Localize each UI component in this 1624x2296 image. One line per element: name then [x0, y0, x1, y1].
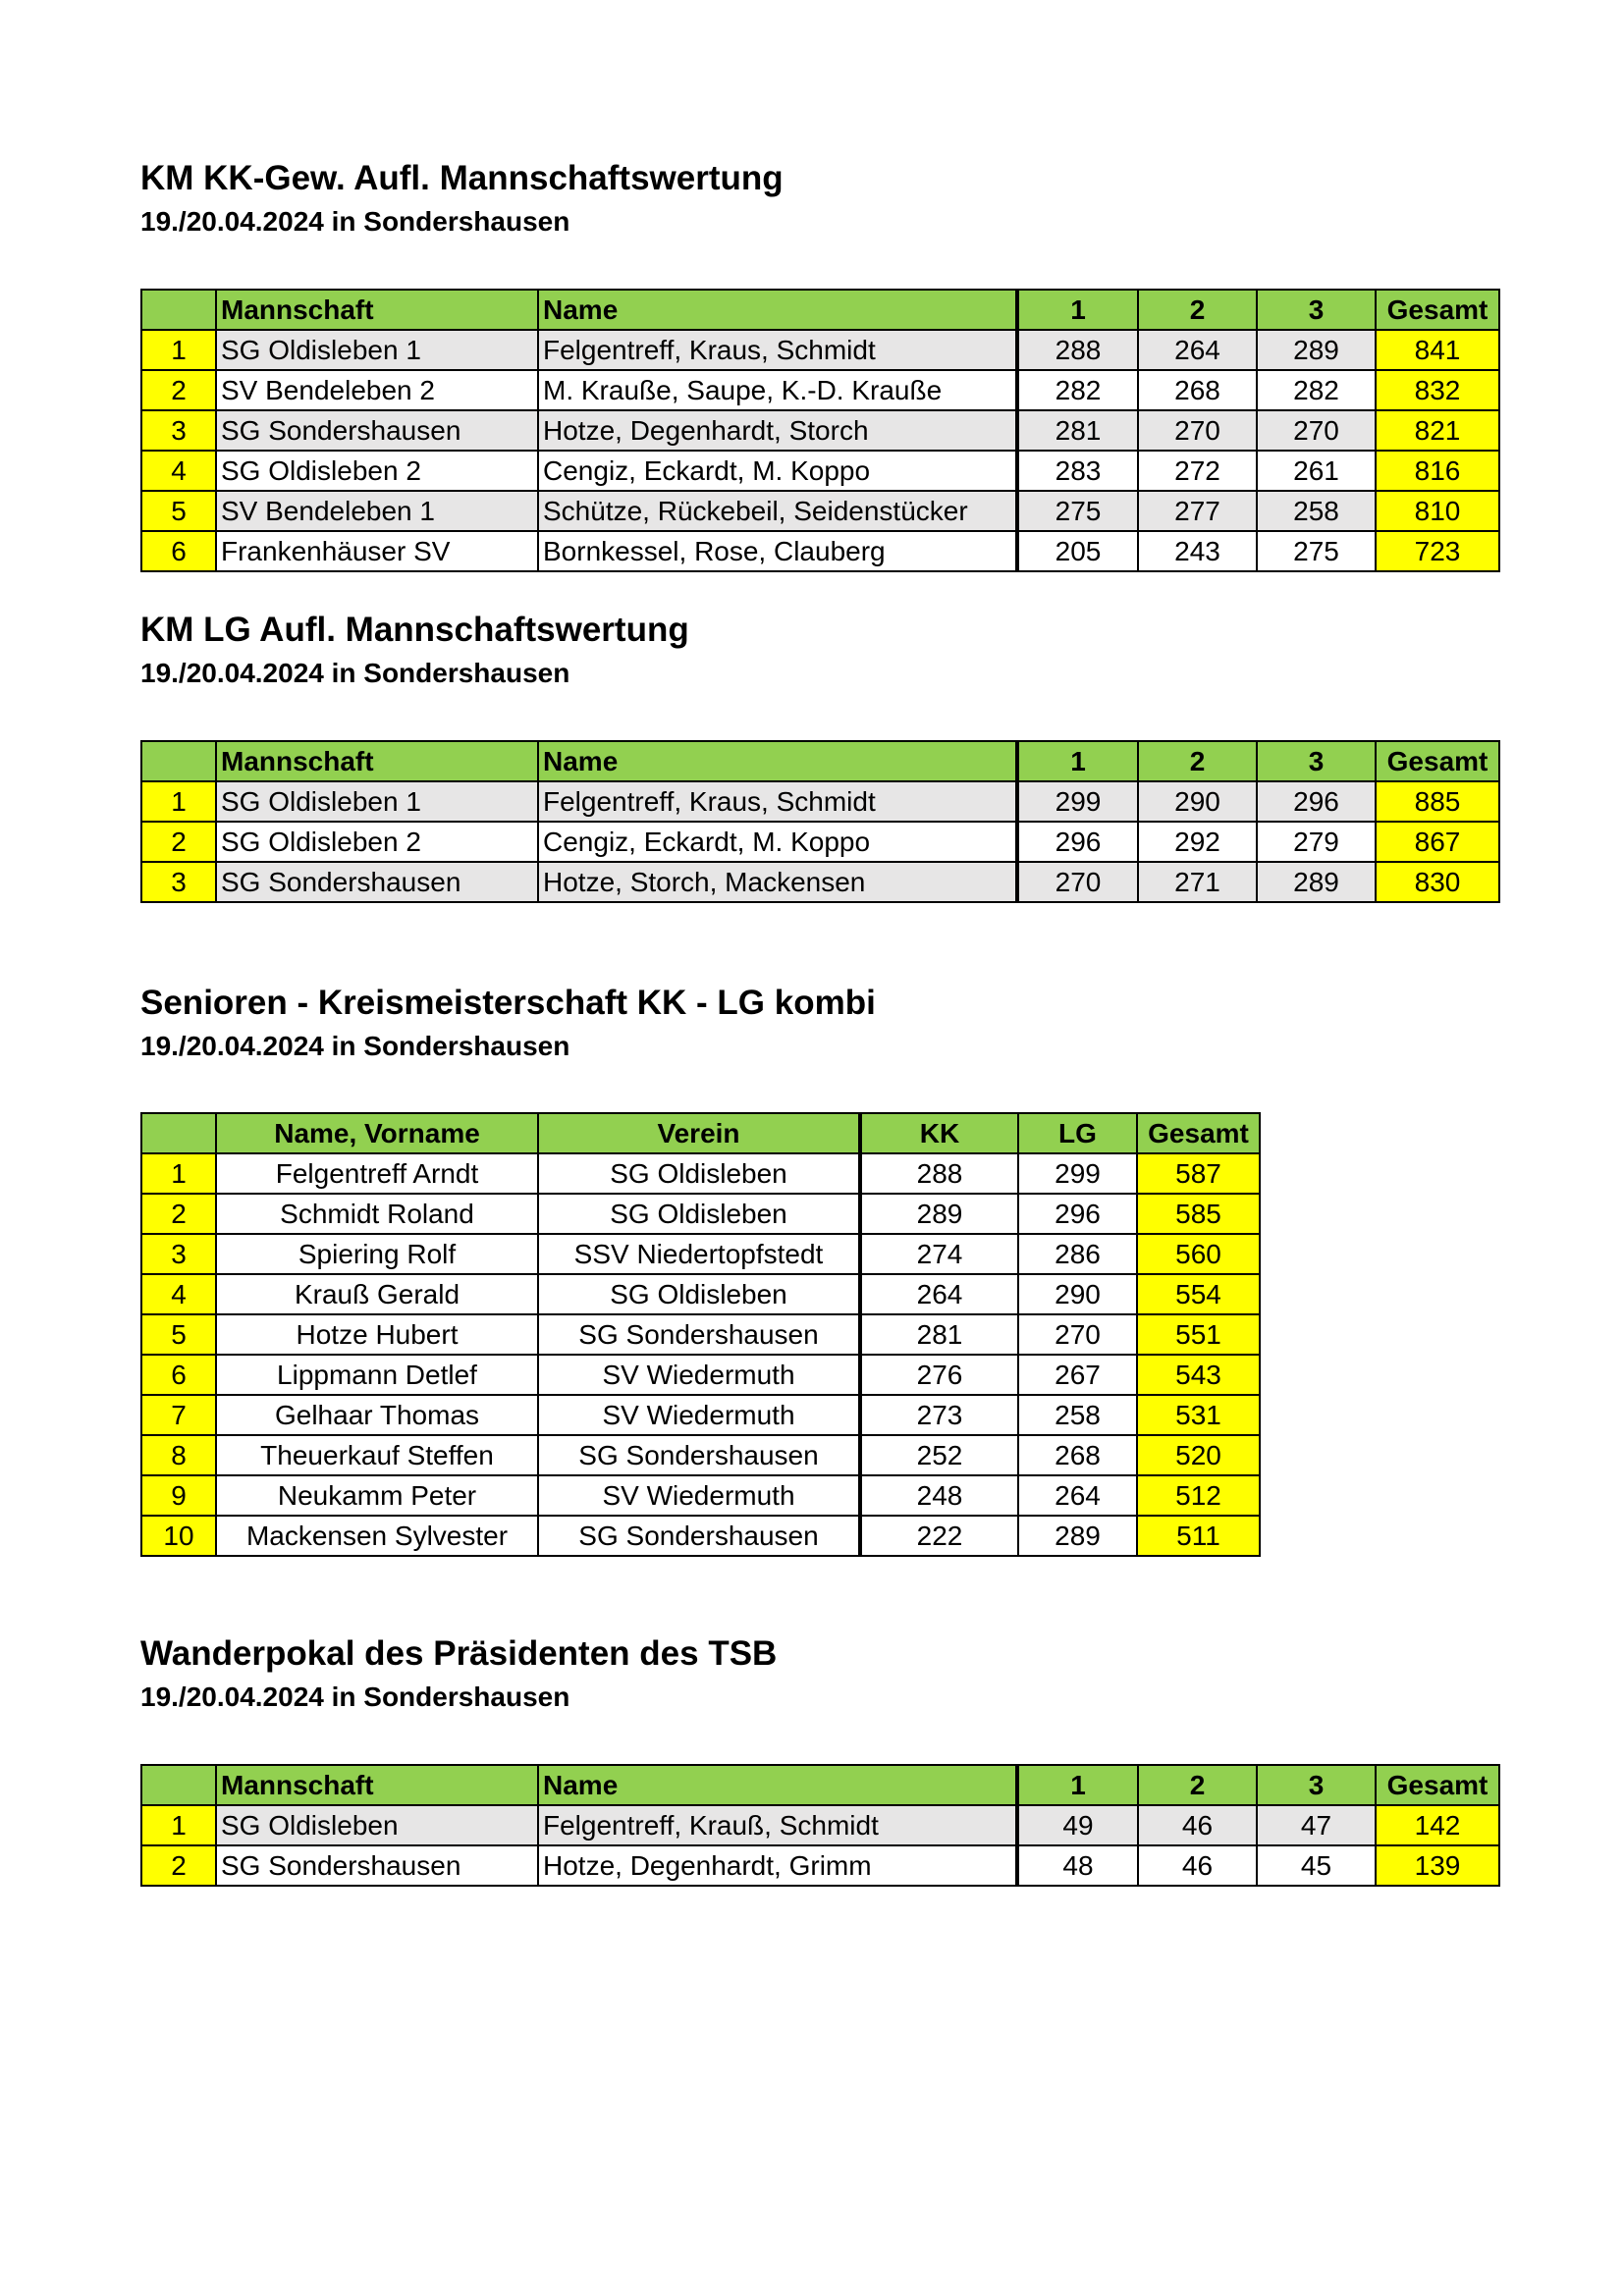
round-2-cell: 292: [1138, 822, 1257, 862]
total-cell: 816: [1376, 451, 1499, 491]
round-3-cell: 282: [1257, 370, 1376, 410]
table-row: [141, 1234, 1260, 1274]
club-cell: SV Wiedermuth: [538, 1395, 860, 1435]
table-row: [141, 1395, 1260, 1435]
total-cell: 511: [1137, 1516, 1260, 1556]
club-cell: SSV Niedertopfstedt: [538, 1234, 860, 1274]
table-row: [141, 1153, 1260, 1194]
total-cell: 832: [1376, 370, 1499, 410]
total-cell: 543: [1137, 1355, 1260, 1395]
round-3-cell: 289: [1257, 330, 1376, 370]
table-row: [141, 330, 1499, 370]
total-cell: 560: [1137, 1234, 1260, 1274]
header-total: Gesamt: [1376, 1765, 1499, 1805]
section-subtitle: 19./20.04.2024 in Sondershausen: [140, 1031, 570, 1061]
header-total: Gesamt: [1376, 741, 1499, 781]
names-cell: Felgentreff, Kraus, Schmidt: [538, 781, 1017, 822]
round-2-cell: 277: [1138, 491, 1257, 531]
table-row: [141, 451, 1499, 491]
shooter-name-cell: Felgentreff Arndt: [216, 1153, 538, 1194]
header-kk: KK: [860, 1113, 1018, 1153]
results-table-kk: [140, 289, 1500, 572]
header-round-1: 1: [1017, 1765, 1138, 1805]
table-row: [141, 1435, 1260, 1475]
kk-cell: 274: [860, 1234, 1018, 1274]
round-3-cell: 270: [1257, 410, 1376, 451]
table-header-row: [141, 1113, 1260, 1153]
round-1-cell: 48: [1017, 1845, 1138, 1886]
results-table-wanderpokal: [140, 1764, 1500, 1887]
club-cell: SG Oldisleben: [538, 1274, 860, 1314]
header-round-3: 3: [1257, 741, 1376, 781]
header-name: Name: [538, 1765, 1017, 1805]
rank-cell: 3: [141, 862, 216, 902]
section-title: KM LG Aufl. Mannschaftswertung: [140, 611, 689, 649]
names-cell: Schütze, Rückebeil, Seidenstücker: [538, 491, 1017, 531]
rank-cell: 6: [141, 1355, 216, 1395]
table-row: [141, 1274, 1260, 1314]
names-cell: Hotze, Storch, Mackensen: [538, 862, 1017, 902]
lg-cell: 289: [1018, 1516, 1137, 1556]
team-cell: SG Oldisleben 1: [216, 330, 538, 370]
table-row: [141, 1314, 1260, 1355]
round-2-cell: 290: [1138, 781, 1257, 822]
total-cell: 512: [1137, 1475, 1260, 1516]
rank-cell: 5: [141, 491, 216, 531]
header-team: Mannschaft: [216, 741, 538, 781]
shooter-name-cell: Mackensen Sylvester: [216, 1516, 538, 1556]
section-subtitle: 19./20.04.2024 in Sondershausen: [140, 658, 570, 688]
header-rank: [141, 1765, 216, 1805]
header-name: Name: [538, 741, 1017, 781]
results-table-lg: [140, 740, 1500, 903]
team-cell: Frankenhäuser SV: [216, 531, 538, 571]
table-row: [141, 1194, 1260, 1234]
round-1-cell: 205: [1017, 531, 1138, 571]
header-club: Verein: [538, 1113, 860, 1153]
shooter-name-cell: Lippmann Detlef: [216, 1355, 538, 1395]
club-cell: SG Oldisleben: [538, 1153, 860, 1194]
names-cell: Bornkessel, Rose, Clauberg: [538, 531, 1017, 571]
round-3-cell: 47: [1257, 1805, 1376, 1845]
table-row: [141, 1805, 1499, 1845]
header-rank: [141, 741, 216, 781]
table-row: [141, 822, 1499, 862]
total-cell: 841: [1376, 330, 1499, 370]
rank-cell: 1: [141, 1805, 216, 1845]
round-1-cell: 270: [1017, 862, 1138, 902]
kk-cell: 264: [860, 1274, 1018, 1314]
header-round-3: 3: [1257, 290, 1376, 330]
names-cell: Hotze, Degenhardt, Storch: [538, 410, 1017, 451]
team-cell: SG Oldisleben 1: [216, 781, 538, 822]
names-cell: Felgentreff, Kraus, Schmidt: [538, 330, 1017, 370]
header-rank: [141, 290, 216, 330]
club-cell: SG Oldisleben: [538, 1194, 860, 1234]
round-2-cell: 243: [1138, 531, 1257, 571]
lg-cell: 270: [1018, 1314, 1137, 1355]
section-title: Senioren - Kreismeisterschaft KK - LG kombi: [140, 984, 876, 1022]
section-subtitle: 19./20.04.2024 in Sondershausen: [140, 1682, 570, 1712]
section-subtitle: 19./20.04.2024 in Sondershausen: [140, 206, 570, 237]
table-header-row: [141, 741, 1499, 781]
section-1-heading: [140, 157, 784, 240]
header-name: Name, Vorname: [216, 1113, 538, 1153]
total-cell: 520: [1137, 1435, 1260, 1475]
club-cell: SV Wiedermuth: [538, 1475, 860, 1516]
table-row: [141, 781, 1499, 822]
team-cell: SG Sondershausen: [216, 410, 538, 451]
table-row: [141, 491, 1499, 531]
header-total: Gesamt: [1376, 290, 1499, 330]
header-name: Name: [538, 290, 1017, 330]
kk-cell: 248: [860, 1475, 1018, 1516]
rank-cell: 7: [141, 1395, 216, 1435]
header-team: Mannschaft: [216, 290, 538, 330]
rank-cell: 2: [141, 370, 216, 410]
total-cell: 885: [1376, 781, 1499, 822]
names-cell: Cengiz, Eckardt, M. Koppo: [538, 822, 1017, 862]
round-2-cell: 46: [1138, 1845, 1257, 1886]
round-3-cell: 279: [1257, 822, 1376, 862]
round-2-cell: 268: [1138, 370, 1257, 410]
kk-cell: 288: [860, 1153, 1018, 1194]
results-table-senioren: [140, 1112, 1261, 1557]
kk-cell: 273: [860, 1395, 1018, 1435]
total-cell: 142: [1376, 1805, 1499, 1845]
rank-cell: 1: [141, 1153, 216, 1194]
rank-cell: 6: [141, 531, 216, 571]
club-cell: SV Wiedermuth: [538, 1355, 860, 1395]
club-cell: SG Sondershausen: [538, 1314, 860, 1355]
lg-cell: 258: [1018, 1395, 1137, 1435]
team-cell: SG Oldisleben 2: [216, 451, 538, 491]
table-row: [141, 370, 1499, 410]
round-1-cell: 283: [1017, 451, 1138, 491]
shooter-name-cell: Gelhaar Thomas: [216, 1395, 538, 1435]
round-3-cell: 258: [1257, 491, 1376, 531]
names-cell: Felgentreff, Krauß, Schmidt: [538, 1805, 1017, 1845]
section-title: Wanderpokal des Präsidenten des TSB: [140, 1634, 778, 1673]
shooter-name-cell: Krauß Gerald: [216, 1274, 538, 1314]
team-cell: SV Bendeleben 2: [216, 370, 538, 410]
lg-cell: 268: [1018, 1435, 1137, 1475]
total-cell: 587: [1137, 1153, 1260, 1194]
header-total: Gesamt: [1137, 1113, 1260, 1153]
total-cell: 139: [1376, 1845, 1499, 1886]
table-header-row: [141, 1765, 1499, 1805]
total-cell: 723: [1376, 531, 1499, 571]
table-header-row: [141, 290, 1499, 330]
lg-cell: 296: [1018, 1194, 1137, 1234]
shooter-name-cell: Schmidt Roland: [216, 1194, 538, 1234]
section-4-heading: [140, 1632, 777, 1715]
shooter-name-cell: Theuerkauf Steffen: [216, 1435, 538, 1475]
round-1-cell: 281: [1017, 410, 1138, 451]
team-cell: SG Oldisleben 2: [216, 822, 538, 862]
shooter-name-cell: Neukamm Peter: [216, 1475, 538, 1516]
round-1-cell: 49: [1017, 1805, 1138, 1845]
round-1-cell: 288: [1017, 330, 1138, 370]
round-1-cell: 275: [1017, 491, 1138, 531]
round-2-cell: 272: [1138, 451, 1257, 491]
lg-cell: 267: [1018, 1355, 1137, 1395]
kk-cell: 222: [860, 1516, 1018, 1556]
round-1-cell: 299: [1017, 781, 1138, 822]
rank-cell: 2: [141, 822, 216, 862]
total-cell: 554: [1137, 1274, 1260, 1314]
rank-cell: 3: [141, 410, 216, 451]
lg-cell: 286: [1018, 1234, 1137, 1274]
header-round-2: 2: [1138, 290, 1257, 330]
total-cell: 810: [1376, 491, 1499, 531]
table-row: [141, 1516, 1260, 1556]
round-3-cell: 261: [1257, 451, 1376, 491]
round-3-cell: 275: [1257, 531, 1376, 571]
header-lg: LG: [1018, 1113, 1137, 1153]
club-cell: SG Sondershausen: [538, 1516, 860, 1556]
table-row: [141, 1845, 1499, 1886]
table-row: [141, 1475, 1260, 1516]
shooter-name-cell: Spiering Rolf: [216, 1234, 538, 1274]
table-row: [141, 862, 1499, 902]
team-cell: SG Sondershausen: [216, 1845, 538, 1886]
names-cell: Hotze, Degenhardt, Grimm: [538, 1845, 1017, 1886]
round-3-cell: 289: [1257, 862, 1376, 902]
round-2-cell: 46: [1138, 1805, 1257, 1845]
rank-cell: 8: [141, 1435, 216, 1475]
round-1-cell: 282: [1017, 370, 1138, 410]
rank-cell: 2: [141, 1845, 216, 1886]
rank-cell: 3: [141, 1234, 216, 1274]
table-row: [141, 410, 1499, 451]
names-cell: M. Krauße, Saupe, K.-D. Krauße: [538, 370, 1017, 410]
round-3-cell: 45: [1257, 1845, 1376, 1886]
total-cell: 830: [1376, 862, 1499, 902]
header-round-2: 2: [1138, 1765, 1257, 1805]
round-2-cell: 271: [1138, 862, 1257, 902]
header-rank: [141, 1113, 216, 1153]
total-cell: 821: [1376, 410, 1499, 451]
round-2-cell: 270: [1138, 410, 1257, 451]
table-row: [141, 531, 1499, 571]
club-cell: SG Sondershausen: [538, 1435, 860, 1475]
team-cell: SG Sondershausen: [216, 862, 538, 902]
names-cell: Cengiz, Eckardt, M. Koppo: [538, 451, 1017, 491]
rank-cell: 2: [141, 1194, 216, 1234]
rank-cell: 9: [141, 1475, 216, 1516]
kk-cell: 281: [860, 1314, 1018, 1355]
kk-cell: 276: [860, 1355, 1018, 1395]
section-title: KM KK-Gew. Aufl. Mannschaftswertung: [140, 159, 784, 197]
kk-cell: 289: [860, 1194, 1018, 1234]
kk-cell: 252: [860, 1435, 1018, 1475]
header-team: Mannschaft: [216, 1765, 538, 1805]
team-cell: SG Oldisleben: [216, 1805, 538, 1845]
rank-cell: 10: [141, 1516, 216, 1556]
lg-cell: 299: [1018, 1153, 1137, 1194]
header-round-1: 1: [1017, 741, 1138, 781]
header-round-3: 3: [1257, 1765, 1376, 1805]
header-round-2: 2: [1138, 741, 1257, 781]
rank-cell: 4: [141, 451, 216, 491]
total-cell: 867: [1376, 822, 1499, 862]
lg-cell: 290: [1018, 1274, 1137, 1314]
total-cell: 585: [1137, 1194, 1260, 1234]
table-row: [141, 1355, 1260, 1395]
team-cell: SV Bendeleben 1: [216, 491, 538, 531]
section-3-heading: [140, 982, 876, 1064]
lg-cell: 264: [1018, 1475, 1137, 1516]
rank-cell: 1: [141, 781, 216, 822]
rank-cell: 4: [141, 1274, 216, 1314]
total-cell: 551: [1137, 1314, 1260, 1355]
round-1-cell: 296: [1017, 822, 1138, 862]
round-3-cell: 296: [1257, 781, 1376, 822]
shooter-name-cell: Hotze Hubert: [216, 1314, 538, 1355]
section-2-heading: [140, 609, 689, 691]
round-2-cell: 264: [1138, 330, 1257, 370]
total-cell: 531: [1137, 1395, 1260, 1435]
rank-cell: 1: [141, 330, 216, 370]
header-round-1: 1: [1017, 290, 1138, 330]
rank-cell: 5: [141, 1314, 216, 1355]
